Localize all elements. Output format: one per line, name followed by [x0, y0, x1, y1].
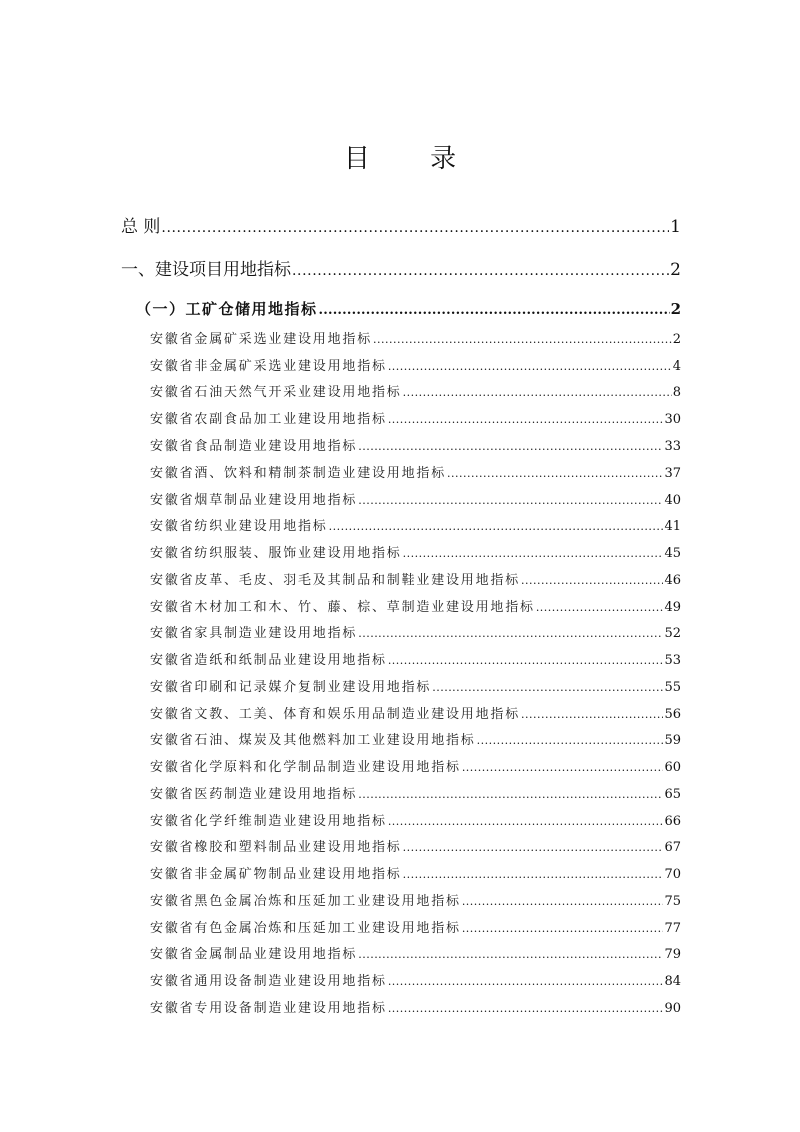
toc-leader-dots — [403, 383, 672, 403]
toc-entry-label: 安徽省专用设备制造业建设用地指标 — [150, 1001, 387, 1016]
toc-entry-label: 安徽省石油天然气开采业建设用地指标 — [150, 385, 402, 400]
toc-entry[interactable] — [150, 678, 681, 698]
toc-entry-label: 一、建设项目用地指标 — [121, 260, 291, 280]
toc-leader-dots — [358, 437, 663, 457]
toc-leader-dots — [358, 491, 663, 511]
toc-page-number: 40 — [664, 493, 681, 508]
toc-entry[interactable] — [150, 892, 681, 912]
toc-leader-dots — [462, 758, 664, 778]
toc-leader-dots — [161, 216, 669, 240]
toc-entry[interactable] — [150, 517, 681, 537]
toc-entry-label: 安徽省印刷和记录媒介复制业建设用地指标 — [150, 680, 432, 695]
toc-page-number: 52 — [664, 626, 681, 641]
toc-entry-label: 安徽省纺织业建设用地指标 — [150, 519, 328, 534]
toc-entry-label: （一）工矿仓储用地指标 — [136, 300, 318, 318]
toc-leader-dots — [447, 464, 663, 484]
toc-page-number: 56 — [664, 707, 681, 722]
toc-page-number: 2 — [672, 332, 681, 347]
toc-leader-dots — [319, 300, 670, 322]
toc-entry-label: 安徽省有色金属冶炼和压延加工业建设用地指标 — [150, 921, 461, 936]
toc-leader-dots — [462, 919, 664, 939]
toc-page-number: 77 — [664, 921, 681, 936]
toc-page-number: 4 — [672, 359, 681, 374]
toc-page-number: 67 — [664, 840, 681, 855]
toc-leader-dots — [358, 785, 663, 805]
toc-entry[interactable] — [150, 330, 681, 350]
toc-page-number: 59 — [664, 733, 681, 748]
toc-entry-label: 安徽省纺织服装、服饰业建设用地指标 — [150, 546, 402, 561]
toc-entry[interactable] — [150, 838, 681, 858]
toc-page-number: 75 — [664, 894, 681, 909]
toc-leader-dots — [388, 812, 664, 832]
page-title: 目 录 — [343, 144, 483, 174]
toc-entry-label: 安徽省金属制品业建设用地指标 — [150, 947, 358, 962]
toc-page-number: 53 — [664, 653, 681, 668]
toc-page-number: 84 — [664, 974, 681, 989]
toc-entry-label: 安徽省家具制造业建设用地指标 — [150, 626, 358, 641]
toc-page-number: 49 — [664, 600, 681, 615]
toc-leader-dots — [373, 330, 672, 350]
toc-entry[interactable] — [150, 999, 681, 1019]
toc-entry[interactable] — [150, 410, 681, 430]
toc-entry[interactable] — [150, 785, 681, 805]
toc-entry-label: 安徽省橡胶和塑料制品业建设用地指标 — [150, 840, 402, 855]
toc-entry[interactable] — [150, 758, 681, 778]
toc-page-number: 45 — [664, 546, 681, 561]
toc-entry-label: 安徽省非金属矿物制品业建设用地指标 — [150, 867, 402, 882]
toc-leader-dots — [477, 731, 664, 751]
toc-leader-dots — [403, 544, 664, 564]
toc-entry-label: 安徽省酒、饮料和精制茶制造业建设用地指标 — [150, 466, 447, 481]
toc-entry[interactable] — [150, 357, 681, 377]
toc-entry-label: 安徽省医药制造业建设用地指标 — [150, 787, 358, 802]
toc-leader-dots — [358, 945, 663, 965]
toc-page-number: 2 — [670, 300, 681, 318]
toc-leader-dots — [358, 624, 663, 644]
toc-entry-label: 安徽省农副食品加工业建设用地指标 — [150, 412, 387, 427]
toc-entry[interactable] — [150, 544, 681, 564]
toc-entry[interactable] — [150, 731, 681, 751]
toc-leader-dots — [403, 865, 664, 885]
toc-entry-label: 安徽省石油、煤炭及其他燃料加工业建设用地指标 — [150, 733, 476, 748]
toc-entry-general-principles[interactable] — [121, 215, 681, 239]
toc-entry-label: 安徽省非金属矿采选业建设用地指标 — [150, 359, 387, 374]
toc-entry[interactable] — [150, 705, 681, 725]
toc-leader-dots — [521, 571, 663, 591]
toc-entry[interactable] — [150, 865, 681, 885]
toc-page-number: 33 — [664, 439, 681, 454]
toc-entry[interactable] — [150, 598, 681, 618]
toc-page-number: 30 — [664, 412, 681, 427]
toc-entry-label: 安徽省金属矿采选业建设用地指标 — [150, 332, 373, 347]
toc-leader-dots — [536, 598, 664, 618]
toc-page-number: 8 — [672, 385, 681, 400]
toc-entry-label: 安徽省化学纤维制造业建设用地指标 — [150, 814, 387, 829]
toc-entry[interactable] — [150, 945, 681, 965]
toc-page-number: 70 — [664, 867, 681, 882]
toc-leader-dots — [388, 999, 664, 1019]
toc-page-number: 41 — [664, 519, 681, 534]
toc-leader-dots — [462, 892, 664, 912]
toc-entry[interactable] — [150, 624, 681, 644]
toc-entry-label: 安徽省食品制造业建设用地指标 — [150, 439, 358, 454]
toc-entry-label: 安徽省文教、工美、体育和娱乐用品制造业建设用地指标 — [150, 707, 521, 722]
toc-leader-dots — [403, 838, 664, 858]
toc-entry[interactable] — [150, 972, 681, 992]
toc-entry[interactable] — [150, 437, 681, 457]
toc-entry-label: 安徽省通用设备制造业建设用地指标 — [150, 974, 387, 989]
toc-entry[interactable] — [150, 491, 681, 511]
toc-leader-dots — [521, 705, 663, 725]
toc-leader-dots — [388, 972, 664, 992]
toc-entry-label: 安徽省黑色金属冶炼和压延加工业建设用地指标 — [150, 894, 461, 909]
toc-page-number: 55 — [664, 680, 681, 695]
toc-leader-dots — [388, 410, 664, 430]
toc-page-number: 37 — [664, 466, 681, 481]
toc-page-number: 2 — [670, 260, 681, 280]
toc-leader-dots — [292, 259, 669, 283]
toc-leader-dots — [432, 678, 663, 698]
toc-entry[interactable] — [150, 464, 681, 484]
toc-leader-dots — [329, 517, 664, 537]
toc-entry[interactable] — [150, 919, 681, 939]
toc-entry[interactable] — [150, 651, 681, 671]
toc-leader-dots — [388, 651, 664, 671]
toc-entry[interactable] — [150, 571, 681, 591]
toc-page-number: 90 — [664, 1001, 681, 1016]
toc-leader-dots — [388, 357, 672, 377]
toc-page-number: 66 — [664, 814, 681, 829]
toc-entry-label: 总 则 — [121, 217, 161, 237]
toc-entry[interactable] — [150, 383, 681, 403]
toc-entry-label: 安徽省木材加工和木、竹、藤、棕、草制造业建设用地指标 — [150, 600, 535, 615]
toc-page-number: 65 — [664, 787, 681, 802]
toc-entry-label: 安徽省造纸和纸制品业建设用地指标 — [150, 653, 387, 668]
toc-page-number: 1 — [670, 217, 681, 237]
toc-entry-label: 安徽省化学原料和化学制品制造业建设用地指标 — [150, 760, 461, 775]
toc-entry-label: 安徽省皮革、毛皮、羽毛及其制品和制鞋业建设用地指标 — [150, 573, 521, 588]
toc-entry-label: 安徽省烟草制品业建设用地指标 — [150, 493, 358, 508]
toc-entry-industrial-storage-land[interactable] — [136, 298, 681, 320]
toc-page-number: 79 — [664, 947, 681, 962]
toc-page-number: 60 — [664, 760, 681, 775]
toc-entry-construction-land-indicators[interactable] — [121, 258, 681, 282]
toc-entry[interactable] — [150, 812, 681, 832]
toc-page-number: 46 — [664, 573, 681, 588]
